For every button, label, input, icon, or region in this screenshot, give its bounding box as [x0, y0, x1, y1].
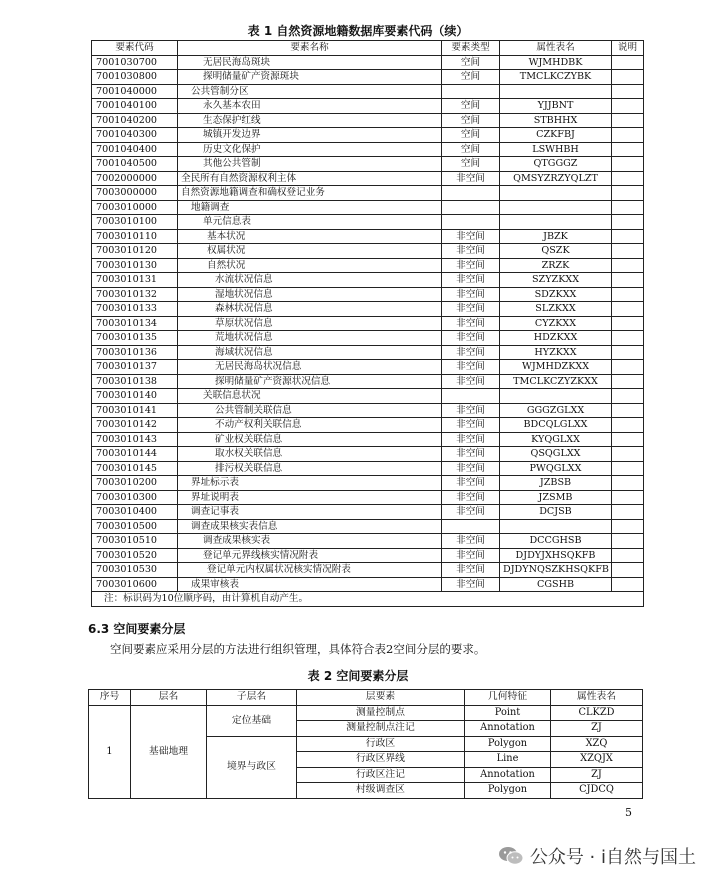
- remark-cell: [612, 200, 644, 215]
- remark-cell: [612, 389, 644, 404]
- element-name-cell: 自然资源地籍调查和确权登记业务: [178, 186, 442, 201]
- table-name-cell: [500, 200, 612, 215]
- element-type-cell: 非空间: [442, 418, 500, 433]
- element-code-cell: 7003000000: [92, 186, 178, 201]
- table-name-cell: JZSMB: [500, 490, 612, 505]
- table-name-cell: WJMHDZKXX: [500, 360, 612, 375]
- remark-cell: [612, 287, 644, 302]
- element-name-cell: 草原状况信息: [178, 316, 442, 331]
- element-name-cell: 其他公共管制: [178, 157, 442, 172]
- element-code-cell: 7003010110: [92, 229, 178, 244]
- sublayer-cell: 境界与政区: [207, 736, 297, 798]
- element-code-cell: 7003010500: [92, 519, 178, 534]
- table2-caption: 表 2 空间要素分层: [307, 669, 409, 683]
- table-row: [92, 258, 644, 273]
- element-code-cell: 7003010137: [92, 360, 178, 375]
- page-number: 5: [625, 806, 632, 819]
- element-type-cell: 非空间: [442, 273, 500, 288]
- element-type-cell: [442, 519, 500, 534]
- element-name-cell: 界址说明表: [178, 490, 442, 505]
- table-row: [92, 186, 644, 201]
- element-code-cell: 7003010530: [92, 563, 178, 578]
- element-code-cell: 7003010300: [92, 490, 178, 505]
- table-name-cell: [500, 215, 612, 230]
- element-type-cell: 非空间: [442, 476, 500, 491]
- element-cell: 测量控制点: [297, 705, 465, 721]
- element-name-cell: 排污权关联信息: [178, 461, 442, 476]
- table-row: [92, 577, 644, 592]
- table-name-cell: YJJBNT: [500, 99, 612, 114]
- element-name-cell: 取水权关联信息: [178, 447, 442, 462]
- element-name-cell: 无居民海岛斑块: [178, 55, 442, 70]
- element-code-cell: 7003010520: [92, 548, 178, 563]
- element-name-cell: 永久基本农田: [178, 99, 442, 114]
- remark-cell: [612, 55, 644, 70]
- section-heading: 6.3 空间要素分层: [88, 622, 186, 636]
- element-name-cell: 登记单元界线核实情况附表: [178, 548, 442, 563]
- table-name-cell: ZJ: [551, 767, 643, 783]
- element-code-cell: 7001040200: [92, 113, 178, 128]
- remark-cell: [612, 84, 644, 99]
- table-row: [92, 374, 644, 389]
- element-code-cell: 7001030800: [92, 70, 178, 85]
- table-row: [92, 229, 644, 244]
- table-row: [92, 55, 644, 70]
- remark-cell: [612, 142, 644, 157]
- table-row: [92, 157, 644, 172]
- element-name-cell: 成果审核表: [178, 577, 442, 592]
- element-code-table: [91, 40, 644, 607]
- table-row: [92, 215, 644, 230]
- table-row: [92, 403, 644, 418]
- column-header: 属性表名: [500, 41, 612, 56]
- table-row: [92, 99, 644, 114]
- element-name-cell: 全民所有自然资源权利主体: [178, 171, 442, 186]
- element-code-cell: 7001040300: [92, 128, 178, 143]
- element-type-cell: 非空间: [442, 171, 500, 186]
- element-type-cell: 非空间: [442, 432, 500, 447]
- remark-cell: [612, 432, 644, 447]
- table-name-cell: ZJ: [551, 721, 643, 737]
- element-type-cell: 非空间: [442, 490, 500, 505]
- table-note-row: [92, 592, 644, 607]
- remark-cell: [612, 476, 644, 491]
- table-row: [92, 84, 644, 99]
- remark-cell: [612, 229, 644, 244]
- element-type-cell: [442, 84, 500, 99]
- element-name-cell: 海域状况信息: [178, 345, 442, 360]
- remark-cell: [612, 273, 644, 288]
- element-type-cell: 空间: [442, 142, 500, 157]
- element-name-cell: 不动产权利关联信息: [178, 418, 442, 433]
- element-code-cell: 7003010510: [92, 534, 178, 549]
- watermark: [498, 843, 696, 869]
- element-name-cell: 探明储量矿产资源状况信息: [178, 374, 442, 389]
- element-type-cell: 空间: [442, 70, 500, 85]
- table-name-cell: ZRZK: [500, 258, 612, 273]
- table-row: [92, 534, 644, 549]
- element-type-cell: [442, 215, 500, 230]
- element-type-cell: 非空间: [442, 548, 500, 563]
- table-name-cell: STBHHX: [500, 113, 612, 128]
- element-code-cell: 7001040400: [92, 142, 178, 157]
- element-type-cell: 非空间: [442, 229, 500, 244]
- column-header: 层名: [131, 690, 207, 706]
- table-row: [92, 490, 644, 505]
- table-row: [92, 548, 644, 563]
- table-name-cell: QTGGGZ: [500, 157, 612, 172]
- column-header: 几何特征: [465, 690, 551, 706]
- element-code-cell: 7003010141: [92, 403, 178, 418]
- element-type-cell: 非空间: [442, 287, 500, 302]
- element-name-cell: 水流状况信息: [178, 273, 442, 288]
- layer-cell: 基础地理: [131, 705, 207, 798]
- element-cell: 行政区注记: [297, 767, 465, 783]
- element-code-cell: 7003010131: [92, 273, 178, 288]
- geometry-cell: Annotation: [465, 721, 551, 737]
- remark-cell: [612, 505, 644, 520]
- table-name-cell: CYZKXX: [500, 316, 612, 331]
- remark-cell: [612, 302, 644, 317]
- table-name-cell: DJDYJXHSQKFB: [500, 548, 612, 563]
- geometry-cell: Polygon: [465, 736, 551, 752]
- table-name-cell: XZQJX: [551, 752, 643, 768]
- remark-cell: [612, 345, 644, 360]
- element-code-cell: 7003010100: [92, 215, 178, 230]
- element-type-cell: 非空间: [442, 258, 500, 273]
- element-name-cell: 城镇开发边界: [178, 128, 442, 143]
- element-code-cell: 7001030700: [92, 55, 178, 70]
- element-code-cell: 7003010400: [92, 505, 178, 520]
- element-type-cell: 空间: [442, 157, 500, 172]
- element-type-cell: 非空间: [442, 374, 500, 389]
- table-name-cell: [500, 519, 612, 534]
- table-name-cell: BDCQLGLXX: [500, 418, 612, 433]
- element-type-cell: [442, 389, 500, 404]
- element-code-cell: 7003010145: [92, 461, 178, 476]
- table-header-row: [92, 41, 644, 56]
- element-name-cell: 湿地状况信息: [178, 287, 442, 302]
- table-row: [92, 316, 644, 331]
- element-name-cell: 无居民海岛状况信息: [178, 360, 442, 375]
- table-name-cell: SZYZKXX: [500, 273, 612, 288]
- table-name-cell: HYZKXX: [500, 345, 612, 360]
- spatial-layer-table: [88, 689, 643, 799]
- element-name-cell: 自然状况: [178, 258, 442, 273]
- element-type-cell: 空间: [442, 113, 500, 128]
- table-row: [92, 563, 644, 578]
- table-row: [92, 287, 644, 302]
- element-name-cell: 地籍调查: [178, 200, 442, 215]
- element-type-cell: 非空间: [442, 563, 500, 578]
- table-row: [92, 476, 644, 491]
- remark-cell: [612, 519, 644, 534]
- remark-cell: [612, 99, 644, 114]
- element-name-cell: 单元信息表: [178, 215, 442, 230]
- table-name-cell: HDZKXX: [500, 331, 612, 346]
- table-row: [92, 302, 644, 317]
- element-type-cell: 非空间: [442, 302, 500, 317]
- table-header-row: [89, 690, 643, 706]
- element-cell: 村级调查区: [297, 783, 465, 799]
- table-row: [92, 519, 644, 534]
- table-row: [92, 273, 644, 288]
- element-name-cell: 历史文化保护: [178, 142, 442, 157]
- element-code-cell: 7003010142: [92, 418, 178, 433]
- table-name-cell: CZKFBJ: [500, 128, 612, 143]
- table-name-cell: CLKZD: [551, 705, 643, 721]
- geometry-cell: Point: [465, 705, 551, 721]
- table-name-cell: DJDYNQSZKHSQKFB: [500, 563, 612, 578]
- remark-cell: [612, 403, 644, 418]
- table-row: [92, 244, 644, 259]
- table-name-cell: SLZKXX: [500, 302, 612, 317]
- element-name-cell: 生态保护红线: [178, 113, 442, 128]
- column-header: 子层名: [207, 690, 297, 706]
- element-code-cell: 7003010138: [92, 374, 178, 389]
- table-row: [89, 705, 643, 721]
- table-row: [92, 331, 644, 346]
- element-name-cell: 基本状况: [178, 229, 442, 244]
- element-type-cell: 非空间: [442, 316, 500, 331]
- table-name-cell: TMCLKCZYZKXX: [500, 374, 612, 389]
- table-row: [92, 171, 644, 186]
- geometry-cell: Annotation: [465, 767, 551, 783]
- element-code-cell: 7003010134: [92, 316, 178, 331]
- element-type-cell: 非空间: [442, 505, 500, 520]
- element-code-cell: 7003010140: [92, 389, 178, 404]
- element-code-cell: 7001040100: [92, 99, 178, 114]
- table-row: [92, 142, 644, 157]
- element-code-cell: 7003010132: [92, 287, 178, 302]
- table-name-cell: XZQ: [551, 736, 643, 752]
- element-code-cell: 7001040500: [92, 157, 178, 172]
- table-row: [92, 360, 644, 375]
- table-name-cell: DCJSB: [500, 505, 612, 520]
- element-type-cell: 非空间: [442, 447, 500, 462]
- column-header: 要素名称: [178, 41, 442, 56]
- table-row: [92, 128, 644, 143]
- remark-cell: [612, 534, 644, 549]
- element-type-cell: [442, 186, 500, 201]
- element-code-cell: 7003010130: [92, 258, 178, 273]
- column-header: 层要素: [297, 690, 465, 706]
- wechat-icon: [498, 846, 524, 866]
- geometry-cell: Polygon: [465, 783, 551, 799]
- element-type-cell: 非空间: [442, 577, 500, 592]
- table-name-cell: [500, 389, 612, 404]
- table-row: [92, 200, 644, 215]
- element-type-cell: 空间: [442, 55, 500, 70]
- element-name-cell: 探明储量矿产资源斑块: [178, 70, 442, 85]
- column-header: 要素代码: [92, 41, 178, 56]
- element-code-cell: 7003010136: [92, 345, 178, 360]
- element-name-cell: 公共管制分区: [178, 84, 442, 99]
- element-code-cell: 7003010144: [92, 447, 178, 462]
- table1-caption: 表 1 自然资源地籍数据库要素代码（续）: [247, 24, 469, 38]
- remark-cell: [612, 128, 644, 143]
- remark-cell: [612, 360, 644, 375]
- element-code-cell: 7003010143: [92, 432, 178, 447]
- remark-cell: [612, 331, 644, 346]
- table-row: [92, 70, 644, 85]
- element-type-cell: 空间: [442, 99, 500, 114]
- remark-cell: [612, 577, 644, 592]
- column-header: 要素类型: [442, 41, 500, 56]
- element-name-cell: 荒地状况信息: [178, 331, 442, 346]
- element-type-cell: [442, 200, 500, 215]
- element-type-cell: 非空间: [442, 461, 500, 476]
- table-name-cell: CGSHB: [500, 577, 612, 592]
- remark-cell: [612, 447, 644, 462]
- element-name-cell: 森林状况信息: [178, 302, 442, 317]
- remark-cell: [612, 316, 644, 331]
- table-row: [92, 461, 644, 476]
- element-cell: 测量控制点注记: [297, 721, 465, 737]
- element-code-cell: 7003010120: [92, 244, 178, 259]
- element-code-cell: 7003010133: [92, 302, 178, 317]
- element-code-cell: 7003010000: [92, 200, 178, 215]
- table-name-cell: DCCGHSB: [500, 534, 612, 549]
- table-row: [92, 113, 644, 128]
- remark-cell: [612, 490, 644, 505]
- remark-cell: [612, 461, 644, 476]
- element-code-cell: 7001040000: [92, 84, 178, 99]
- table-name-cell: KYQGLXX: [500, 432, 612, 447]
- table-name-cell: PWQGLXX: [500, 461, 612, 476]
- element-name-cell: 公共管制关联信息: [178, 403, 442, 418]
- table-row: [92, 432, 644, 447]
- element-name-cell: 矿业权关联信息: [178, 432, 442, 447]
- element-code-cell: 7003010200: [92, 476, 178, 491]
- column-header: 属性表名: [551, 690, 643, 706]
- table-name-cell: GGGZGLXX: [500, 403, 612, 418]
- section-paragraph: 空间要素应采用分层的方法进行组织管理，具体符合表2空间分层的要求。: [110, 642, 486, 656]
- table-note: 注：标识码为10位顺序码，由计算机自动产生。: [92, 592, 644, 607]
- remark-cell: [612, 563, 644, 578]
- remark-cell: [612, 70, 644, 85]
- table-row: [92, 389, 644, 404]
- element-cell: 行政区: [297, 736, 465, 752]
- element-name-cell: 关联信息状况: [178, 389, 442, 404]
- table-name-cell: QSZK: [500, 244, 612, 259]
- column-header: 序号: [89, 690, 131, 706]
- element-code-cell: 7003010135: [92, 331, 178, 346]
- table-row: [92, 505, 644, 520]
- element-name-cell: 登记单元内权属状况核实情况附表: [178, 563, 442, 578]
- remark-cell: [612, 215, 644, 230]
- table-name-cell: CJDCQ: [551, 783, 643, 799]
- seq-cell: 1: [89, 705, 131, 798]
- column-header: 说明: [612, 41, 644, 56]
- table-name-cell: QMSYZRZYQLZT: [500, 171, 612, 186]
- remark-cell: [612, 186, 644, 201]
- table-row: [92, 447, 644, 462]
- element-type-cell: 非空间: [442, 345, 500, 360]
- table-name-cell: WJMHDBK: [500, 55, 612, 70]
- remark-cell: [612, 113, 644, 128]
- table-row: [92, 418, 644, 433]
- remark-cell: [612, 374, 644, 389]
- table-name-cell: SDZKXX: [500, 287, 612, 302]
- table-name-cell: [500, 186, 612, 201]
- remark-cell: [612, 418, 644, 433]
- table-name-cell: [500, 84, 612, 99]
- remark-cell: [612, 157, 644, 172]
- element-type-cell: 非空间: [442, 244, 500, 259]
- table-name-cell: JZBSB: [500, 476, 612, 491]
- element-name-cell: 权属状况: [178, 244, 442, 259]
- table-name-cell: LSWHBH: [500, 142, 612, 157]
- watermark-text: 公众号 · i自然与国土: [529, 847, 696, 868]
- element-type-cell: 非空间: [442, 331, 500, 346]
- remark-cell: [612, 244, 644, 259]
- element-cell: 行政区界线: [297, 752, 465, 768]
- remark-cell: [612, 258, 644, 273]
- element-code-cell: 7003010600: [92, 577, 178, 592]
- table-row: [92, 345, 644, 360]
- element-type-cell: 非空间: [442, 534, 500, 549]
- element-name-cell: 界址标示表: [178, 476, 442, 491]
- table-name-cell: TMCLKCZYBK: [500, 70, 612, 85]
- element-type-cell: 非空间: [442, 360, 500, 375]
- table-name-cell: JBZK: [500, 229, 612, 244]
- element-type-cell: 空间: [442, 128, 500, 143]
- remark-cell: [612, 548, 644, 563]
- element-name-cell: 调查成果核实表信息: [178, 519, 442, 534]
- remark-cell: [612, 171, 644, 186]
- element-name-cell: 调查记事表: [178, 505, 442, 520]
- element-code-cell: 7002000000: [92, 171, 178, 186]
- table-name-cell: QSQGLXX: [500, 447, 612, 462]
- geometry-cell: Line: [465, 752, 551, 768]
- sublayer-cell: 定位基础: [207, 705, 297, 736]
- element-name-cell: 调查成果核实表: [178, 534, 442, 549]
- element-type-cell: 非空间: [442, 403, 500, 418]
